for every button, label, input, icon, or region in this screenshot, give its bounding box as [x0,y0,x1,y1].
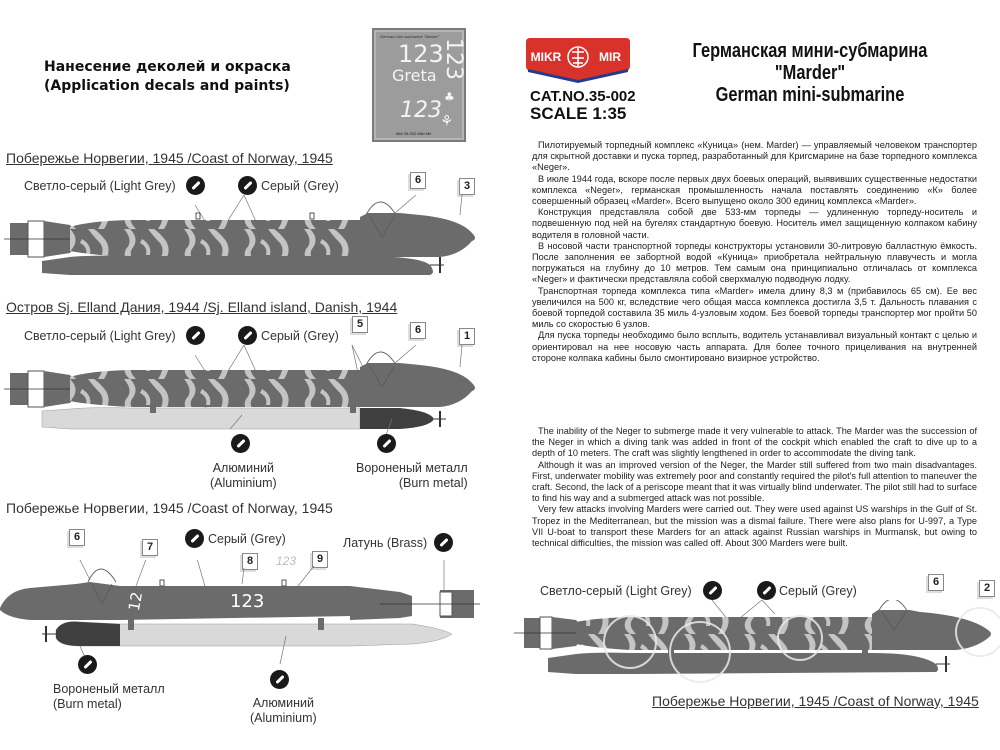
decal-sheet-title: German mini submarine "Marder" [380,34,440,39]
paragraph: The inability of the Neger to submerge made it very vulnerable to attack. The Marder was the succession of the Neger in which a diving tank was added in front of the cockpit which enabled the craft to dive up to a depth of 10 meters. The craft was slightly lengthened in order to accommodate the diving tank. [532,426,977,459]
decal-123-small: 123 [400,98,442,123]
scheme-1-title: Побережье Норвегии, 1945 /Coast of Norway, 1945 [6,150,333,166]
application-heading-en: (Application decals and paints) [44,78,290,94]
paint-brush-icon [238,176,257,195]
paint-label-ru: Алюминий [252,696,314,710]
scheme-4-paint-light-grey: Светло-серый (Light Grey) [540,584,692,598]
paint-brush-icon [231,434,250,453]
paint-brush-icon [270,670,289,689]
paint-brush-icon [186,176,205,195]
paint-label-en: (Burn metal) [398,476,468,490]
title-en: German mini-submarine [715,84,905,106]
scale-label: SCALE 1:35 [530,104,627,123]
scheme-2-paint-burn-metal [356,461,468,491]
callout-5: 5 [352,316,368,333]
decal-greta: Greta [392,66,437,85]
paragraph: Транспортная торпеда комплекса типа «Marder» имела длину 8,3 м (прибавилось 65 см). Ее вес увеличился на 500 кг, вследствие чего общая масса комплекса достигла 3,5 т. Дальность плавания с боевой торпедой составила 35 миль 4-узловым ходом. Без боевой торпеды транспортер мог пройти 50 миль со скоростью 6 узлов. [532,285,977,330]
scheme-3-paint-aluminium [250,696,317,726]
paint-brush-icon [238,326,257,345]
scheme-1-paint-grey: Серый (Grey) [261,179,339,193]
scheme-3-paint-grey: Серый (Grey) [208,532,286,546]
decal-123-large: 123 [398,40,444,68]
scheme-1-submarine-drawing [0,195,500,275]
paragraph: Конструкция представляла собой две 533-мм торпеды — удлиненную торпеду-носитель и подвешенную под ней на бугелях стандартную боевую. Носитель имел защищенную колпаком кабину водителя в головной части. [532,207,977,240]
clover-decal-icon: ♣ [444,90,455,104]
callout-7: 7 [142,539,158,556]
callout-1: 1 [459,328,475,345]
paint-label-ru: Вороненый металл [356,461,468,475]
mikrmir-logo [522,36,634,84]
scheme-4-submarine-drawing [500,600,1000,685]
logo-text-right: MIR [599,50,621,64]
callout-9: 9 [312,551,328,568]
hull-number-bow: 12 [125,590,147,613]
paragraph: Для пуска торпеды необходимо было всплыть, водитель устанавливал визуальный контакт с целью и ориентировал на нее носовую часть аппарата. Для более точного прицеливания на внутренней стороне колпака кабины было смонтировано визирное устройство. [532,330,977,363]
paragraph: В июле 1944 года, вскоре после первых двух боевых операций, выявивших существенные недостатки комплекса «Neger», германская промышленность начала поставлять соединению «К» более совершенный образец «Marder». Всего выпущено около 300 единиц комплекса «Marder». [532,173,977,207]
scheme-2-title: Остров Sj. Elland Дания, 1944 /Sj. Elland island, Danish, 1944 [6,299,398,315]
scheme-3-paint-burn-metal [53,682,165,712]
title-name: "Marder" [774,62,846,84]
paragraph: Very few attacks involving Marders were carried out. They were used against US warships in the Gulf of St. Tropez in the Mediterranean, but the mission was a dismal failure. There were also plans for U-997, a Type VII U-boat to transport these Marders for an attack against Russian warships in Murmansk, but owing to technical difficulties, the mission was called off. About 300 Marders were built. [532,504,977,549]
paint-label-en: (Burn metal) [53,697,122,711]
application-heading-ru: Нанесение деколей и окраска [44,59,291,75]
callout-2: 2 [979,580,995,597]
paint-brush-icon [757,581,776,600]
paint-brush-icon [434,533,453,552]
callout-6: 6 [928,574,944,591]
paragraph: В носовой части транспортной торпеды конструкторы установили 30-литровую балластную ёмкость. После заполнения ее забортной водой «Куница» приобретала нейтральную плавучесть и могла погружаться на глубину до 10 метров. Тем самым она принципиально отличалась от комплекса «Neger» и фактически представляла собой сверхмалую подводную лодку. [532,240,977,285]
scheme-2-paint-aluminium [210,461,277,491]
tulip-decal-icon: ⚘ [440,112,454,130]
callout-6: 6 [69,529,85,546]
paint-label-ru: Вороненый металл [53,682,165,696]
decal-sheet-image [372,28,466,142]
callout-6: 6 [410,322,426,339]
title-ru: Германская мини-субмарина [692,40,928,62]
scheme-4-title: Побережье Норвегии, 1945 /Coast of Norway, 1945 [652,693,979,709]
paragraph: Although it was an improved version of the Neger, the Marder still suffered from two main disadvantages. First, underwater mobility was extremely poor and constantly required the pilot's full attention to maneuver the craft. Second, the lack of a periscope meant that it was virtually blind underwater. The pilot still had to surface to find his way and a submerged attack was not possible. [532,459,978,504]
logo-text-left: MIKR [530,50,562,64]
faint-decal-number: 123 [276,554,297,568]
callout-3: 3 [459,178,475,195]
scheme-3-submarine-drawing [0,560,500,665]
paragraph: Пилотируемый торпедный комплекс «Куница» (нем. Marder) — управляемый человеком транспортер для скрытной доставки и пуска торпед, разработанный для Кригсмарине на базе торпедного комплекса «Neger». [532,140,977,173]
description-en [532,426,977,549]
scheme-1-paint-light-grey: Светло-серый (Light Grey) [24,179,176,193]
description-ru [532,140,977,364]
scheme-2-paint-light-grey: Светло-серый (Light Grey) [24,329,176,343]
decal-sheet-footer: MM 35-002 Mikr Mir [396,131,432,136]
callout-8: 8 [242,553,258,570]
scheme-4-paint-grey: Серый (Grey) [779,584,857,598]
catalog-number: CAT.NO.35-002 [530,88,636,105]
scheme-3-title: Побережье Норвегии, 1945 /Coast of Norway, 1945 [6,500,333,516]
paint-brush-icon [377,434,396,453]
decal-123-vertical: 123 [441,38,466,80]
scheme-2-paint-grey: Серый (Grey) [261,329,339,343]
hull-number: 123 [230,591,265,612]
scheme-3-paint-brass: Латунь (Brass) [343,536,428,550]
paint-label-en: (Aluminium) [210,476,277,490]
scheme-2-submarine-drawing [0,345,500,435]
paint-brush-icon [78,655,97,674]
callout-6: 6 [410,172,426,189]
application-heading [44,58,291,96]
paint-brush-icon [186,326,205,345]
paint-brush-icon [703,581,722,600]
paint-brush-icon [185,529,204,548]
paint-label-ru: Алюминий [212,461,274,475]
page-title [671,40,950,106]
paint-label-en: (Aluminium) [250,711,317,725]
